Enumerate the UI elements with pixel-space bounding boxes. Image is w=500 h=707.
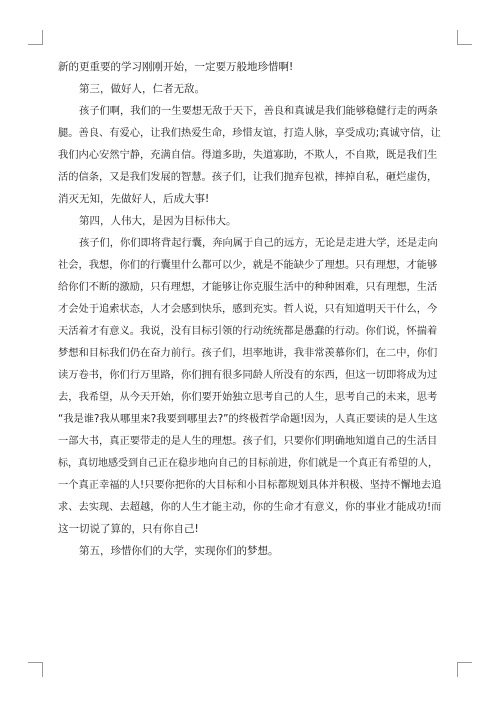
text-line: “我是谁?我从哪里来?我要到哪里去?”的终极哲学命题!因为，人真正要读的是人生这 [58, 413, 438, 425]
text-line: 我们内心安然宁静，充满自信。得道多助，失道寡助，不欺人，不自欺，既是我们生 [58, 149, 438, 161]
text-line: 梦想和目标我们仍在奋力前行。孩子们，坦率地讲，我非常羡慕你们，在二中，你们 [58, 347, 438, 359]
text-line: 腿。善良、有爱心，让我们热爱生命，珍惜友谊，打造人脉，享受成功;真诚守信，让 [58, 127, 441, 139]
text-line: 标，真切地感受到自己正在稳步地向自己的目标前进，你们就是一个真正有希望的人， [58, 458, 438, 469]
crop-mark-top-left [28, 30, 43, 45]
text-line: 一个真正幸福的人!只要你把你的大目标和小目标都规划具体并积极、坚持不懈地去追 [58, 479, 442, 491]
text-line: 第五，珍惜你们的大学，实现你们的梦想。 [79, 545, 279, 557]
text-line: 第三，做好人，仁者无敌。 [79, 83, 205, 95]
text-line: 才会处于追索状态，人才会感到快乐，感到充实。哲人说，只有知道明天干什么，今 [58, 303, 438, 315]
text-line: 第四，人伟大，是因为目标伟大。 [79, 215, 237, 227]
text-line: 孩子们啊，我们的一生要想无敌于天下，善良和真诚是我们能够稳健行走的两条 [79, 105, 438, 117]
text-line: 这一切说了算的，只有你自己! [58, 523, 199, 535]
text-line: 孩子们，你们即将背起行囊，奔向属于自己的远方，无论是走进大学，还是走向 [79, 237, 438, 249]
text-line: 天活着才有意义。我说，没有目标引领的行动统统都是愚蠢的行动。你们说，怀揣着 [58, 325, 438, 337]
text-line: 去，我希望，从今天开始，你们要开始独立思考自己的人生，思考自己的未来，思考 [58, 391, 438, 403]
document-body [58, 60, 442, 566]
text-line: 给你们不断的激励，只有理想，才能够让你克服生活中的种种困难，只有理想，生活 [58, 281, 438, 293]
crop-mark-bottom-left [28, 662, 43, 677]
text-line: 新的更重要的学习刚刚开始，一定要万般地珍惜啊! [58, 61, 294, 73]
text-line: 求、去实现、去超越，你的人生才能主动，你的生命才有意义，你的事业才能成功!而 [58, 501, 442, 513]
text-line: 活的信条，又是我们发展的智慧。孩子们，让我们抛弃包袱，摔掉自私，砸烂虚伪， [58, 171, 438, 183]
crop-mark-top-right [457, 30, 472, 45]
text-line: 消灭无知，先做好人，后成大事! [58, 193, 210, 205]
crop-mark-bottom-right [457, 662, 472, 677]
text-line: 社会，我想，你们的行囊里什么都可以少，就是不能缺少了理想。只有理想，才能够 [58, 259, 438, 271]
text-line: 读万卷书，你们行万里路，你们拥有很多同龄人所没有的东西，但这一切即将成为过 [58, 369, 438, 381]
text-line: 一部大书，真正要带走的是人生的理想。孩子们，只要你们明确地知道自己的生活目 [58, 435, 438, 447]
